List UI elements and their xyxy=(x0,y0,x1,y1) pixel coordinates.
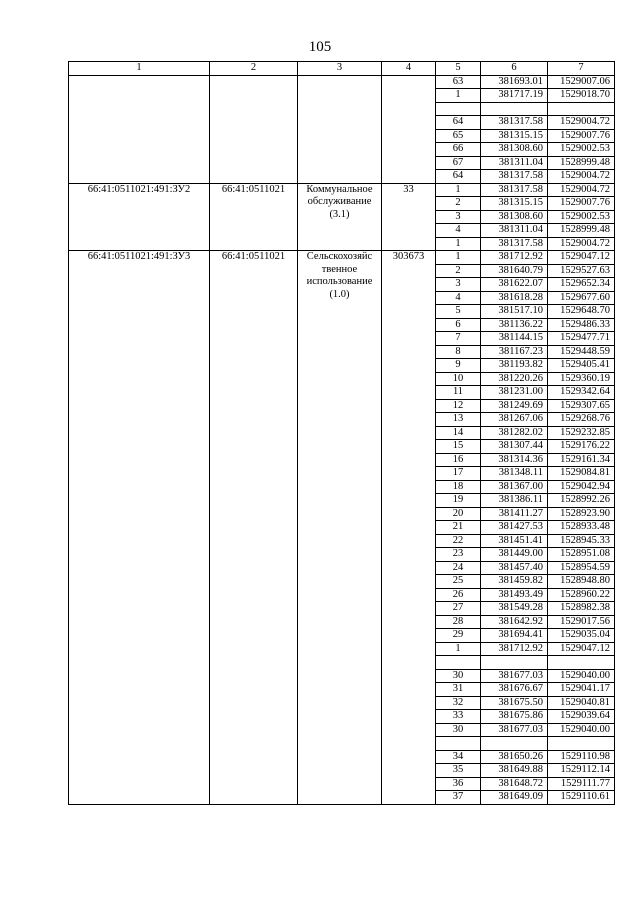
x-coordinate-cell: 381314.36 xyxy=(481,453,548,467)
y-coordinate-cell: 1529004.72 xyxy=(548,237,615,251)
y-coordinate-cell: 1529161.34 xyxy=(548,453,615,467)
x-coordinate-cell: 381317.58 xyxy=(481,183,548,197)
point-number-cell xyxy=(436,656,481,670)
point-number-cell: 6 xyxy=(436,318,481,332)
y-coordinate-cell: 1529002.53 xyxy=(548,143,615,157)
header-cell-1: 1 xyxy=(69,62,210,76)
point-number-cell: 11 xyxy=(436,386,481,400)
y-coordinate-cell: 1529111.77 xyxy=(548,777,615,791)
point-number-cell: 1 xyxy=(436,89,481,103)
x-coordinate-cell: 381282.02 xyxy=(481,426,548,440)
y-coordinate-cell: 1529004.72 xyxy=(548,183,615,197)
point-number-cell: 20 xyxy=(436,507,481,521)
x-coordinate-cell: 381676.67 xyxy=(481,683,548,697)
y-coordinate-cell: 1529002.53 xyxy=(548,210,615,224)
point-number-cell: 2 xyxy=(436,264,481,278)
permitted-use-cell: Коммунальное обслуживание (3.1) xyxy=(298,183,382,251)
y-coordinate-cell: 1528951.08 xyxy=(548,548,615,562)
y-coordinate-cell xyxy=(548,102,615,116)
x-coordinate-cell: 381136.22 xyxy=(481,318,548,332)
y-coordinate-cell: 1528960.22 xyxy=(548,588,615,602)
x-coordinate-cell: 381675.86 xyxy=(481,710,548,724)
header-row xyxy=(69,62,615,76)
x-coordinate-cell: 381267.06 xyxy=(481,413,548,427)
y-coordinate-cell: 1529527.63 xyxy=(548,264,615,278)
x-coordinate-cell: 381317.58 xyxy=(481,116,548,130)
table-row xyxy=(69,75,615,89)
y-coordinate-cell: 1529004.72 xyxy=(548,116,615,130)
y-coordinate-cell: 1529477.71 xyxy=(548,332,615,346)
x-coordinate-cell: 381649.09 xyxy=(481,791,548,805)
permitted-use-cell xyxy=(298,75,382,183)
y-coordinate-cell: 1529035.04 xyxy=(548,629,615,643)
y-coordinate-cell: 1529648.70 xyxy=(548,305,615,319)
coordinates-table xyxy=(68,61,615,805)
y-coordinate-cell: 1529342.64 xyxy=(548,386,615,400)
point-number-cell: 13 xyxy=(436,413,481,427)
cadastral-block-cell: 66:41:0511021 xyxy=(210,251,298,805)
point-number-cell: 64 xyxy=(436,170,481,184)
x-coordinate-cell: 381315.15 xyxy=(481,197,548,211)
area-cell: 303673 xyxy=(382,251,436,805)
x-coordinate-cell: 381220.26 xyxy=(481,372,548,386)
y-coordinate-cell: 1529084.81 xyxy=(548,467,615,481)
point-number-cell: 1 xyxy=(436,183,481,197)
point-number-cell: 21 xyxy=(436,521,481,535)
x-coordinate-cell: 381717.19 xyxy=(481,89,548,103)
x-coordinate-cell: 381459.82 xyxy=(481,575,548,589)
x-coordinate-cell: 381712.92 xyxy=(481,251,548,265)
point-number-cell: 18 xyxy=(436,480,481,494)
point-number-cell: 3 xyxy=(436,278,481,292)
point-number-cell: 8 xyxy=(436,345,481,359)
x-coordinate-cell: 381642.92 xyxy=(481,615,548,629)
point-number-cell: 1 xyxy=(436,642,481,656)
y-coordinate-cell: 1529360.19 xyxy=(548,372,615,386)
x-coordinate-cell: 381167.23 xyxy=(481,345,548,359)
x-coordinate-cell: 381457.40 xyxy=(481,561,548,575)
x-coordinate-cell: 381427.53 xyxy=(481,521,548,535)
point-number-cell: 9 xyxy=(436,359,481,373)
y-coordinate-cell xyxy=(548,737,615,751)
y-coordinate-cell: 1529041.17 xyxy=(548,683,615,697)
x-coordinate-cell: 381694.41 xyxy=(481,629,548,643)
cadastral-block-cell: 66:41:0511021 xyxy=(210,183,298,251)
x-coordinate-cell: 381549.28 xyxy=(481,602,548,616)
y-coordinate-cell: 1529448.59 xyxy=(548,345,615,359)
permitted-use-cell: Сельскохозяйс твенное использование (1.0) xyxy=(298,251,382,805)
x-coordinate-cell: 381622.07 xyxy=(481,278,548,292)
cadastral-block-cell xyxy=(210,75,298,183)
y-coordinate-cell: 1529677.60 xyxy=(548,291,615,305)
y-coordinate-cell: 1529176.22 xyxy=(548,440,615,454)
y-coordinate-cell: 1528999.48 xyxy=(548,156,615,170)
y-coordinate-cell: 1529040.00 xyxy=(548,723,615,737)
x-coordinate-cell: 381315.15 xyxy=(481,129,548,143)
x-coordinate-cell: 381677.03 xyxy=(481,723,548,737)
y-coordinate-cell: 1529110.98 xyxy=(548,750,615,764)
y-coordinate-cell: 1529232.85 xyxy=(548,426,615,440)
x-coordinate-cell: 381386.11 xyxy=(481,494,548,508)
x-coordinate-cell: 381144.15 xyxy=(481,332,548,346)
x-coordinate-cell: 381308.60 xyxy=(481,143,548,157)
point-number-cell: 63 xyxy=(436,75,481,89)
y-coordinate-cell xyxy=(548,656,615,670)
y-coordinate-cell: 1528999.48 xyxy=(548,224,615,238)
point-number-cell: 17 xyxy=(436,467,481,481)
point-number-cell: 5 xyxy=(436,305,481,319)
x-coordinate-cell: 381231.00 xyxy=(481,386,548,400)
point-number-cell: 4 xyxy=(436,224,481,238)
y-coordinate-cell: 1529486.33 xyxy=(548,318,615,332)
x-coordinate-cell: 381693.01 xyxy=(481,75,548,89)
point-number-cell xyxy=(436,102,481,116)
y-coordinate-cell: 1529018.70 xyxy=(548,89,615,103)
y-coordinate-cell: 1529652.34 xyxy=(548,278,615,292)
point-number-cell: 26 xyxy=(436,588,481,602)
point-number-cell: 28 xyxy=(436,615,481,629)
point-number-cell: 65 xyxy=(436,129,481,143)
point-number-cell: 19 xyxy=(436,494,481,508)
x-coordinate-cell: 381675.50 xyxy=(481,696,548,710)
x-coordinate-cell: 381249.69 xyxy=(481,399,548,413)
table-body xyxy=(69,62,615,805)
y-coordinate-cell: 1529268.76 xyxy=(548,413,615,427)
y-coordinate-cell: 1529007.76 xyxy=(548,197,615,211)
x-coordinate-cell: 381411.27 xyxy=(481,507,548,521)
x-coordinate-cell xyxy=(481,656,548,670)
point-number-cell: 66 xyxy=(436,143,481,157)
header-cell-4: 4 xyxy=(382,62,436,76)
header-cell-5: 5 xyxy=(436,62,481,76)
point-number-cell: 15 xyxy=(436,440,481,454)
point-number-cell: 27 xyxy=(436,602,481,616)
y-coordinate-cell: 1529004.72 xyxy=(548,170,615,184)
x-coordinate-cell: 381193.82 xyxy=(481,359,548,373)
x-coordinate-cell: 381517.10 xyxy=(481,305,548,319)
point-number-cell: 12 xyxy=(436,399,481,413)
point-number-cell: 25 xyxy=(436,575,481,589)
y-coordinate-cell: 1529110.61 xyxy=(548,791,615,805)
x-coordinate-cell: 381677.03 xyxy=(481,669,548,683)
point-number-cell: 32 xyxy=(436,696,481,710)
x-coordinate-cell: 381451.41 xyxy=(481,534,548,548)
point-number-cell: 7 xyxy=(436,332,481,346)
y-coordinate-cell: 1528945.33 xyxy=(548,534,615,548)
y-coordinate-cell: 1529112.14 xyxy=(548,764,615,778)
point-number-cell: 22 xyxy=(436,534,481,548)
x-coordinate-cell: 381311.04 xyxy=(481,156,548,170)
point-number-cell: 10 xyxy=(436,372,481,386)
point-number-cell: 23 xyxy=(436,548,481,562)
point-number-cell: 30 xyxy=(436,669,481,683)
table-row xyxy=(69,251,615,265)
point-number-cell: 29 xyxy=(436,629,481,643)
page-number: 105 xyxy=(308,39,332,55)
y-coordinate-cell: 1528923.90 xyxy=(548,507,615,521)
y-coordinate-cell: 1529047.12 xyxy=(548,642,615,656)
y-coordinate-cell: 1528948.80 xyxy=(548,575,615,589)
point-number-cell xyxy=(436,737,481,751)
point-number-cell: 64 xyxy=(436,116,481,130)
point-number-cell: 3 xyxy=(436,210,481,224)
point-number-cell: 35 xyxy=(436,764,481,778)
y-coordinate-cell: 1528992.26 xyxy=(548,494,615,508)
y-coordinate-cell: 1529405.41 xyxy=(548,359,615,373)
header-cell-7: 7 xyxy=(548,62,615,76)
point-number-cell: 1 xyxy=(436,251,481,265)
x-coordinate-cell: 381712.92 xyxy=(481,642,548,656)
x-coordinate-cell: 381618.28 xyxy=(481,291,548,305)
x-coordinate-cell: 381307.44 xyxy=(481,440,548,454)
y-coordinate-cell: 1529039.64 xyxy=(548,710,615,724)
y-coordinate-cell: 1528933.48 xyxy=(548,521,615,535)
y-coordinate-cell: 1529007.76 xyxy=(548,129,615,143)
point-number-cell: 36 xyxy=(436,777,481,791)
point-number-cell: 34 xyxy=(436,750,481,764)
point-number-cell: 14 xyxy=(436,426,481,440)
y-coordinate-cell: 1528954.59 xyxy=(548,561,615,575)
x-coordinate-cell: 381367.00 xyxy=(481,480,548,494)
y-coordinate-cell: 1529040.00 xyxy=(548,669,615,683)
x-coordinate-cell: 381640.79 xyxy=(481,264,548,278)
y-coordinate-cell: 1528982.38 xyxy=(548,602,615,616)
x-coordinate-cell: 381348.11 xyxy=(481,467,548,481)
table-row xyxy=(69,183,615,197)
x-coordinate-cell: 381493.49 xyxy=(481,588,548,602)
area-cell xyxy=(382,75,436,183)
cadastral-number-cell: 66:41:0511021:491:ЗУ3 xyxy=(69,251,210,805)
header-cell-2: 2 xyxy=(210,62,298,76)
y-coordinate-cell: 1529017.56 xyxy=(548,615,615,629)
x-coordinate-cell xyxy=(481,102,548,116)
x-coordinate-cell: 381449.00 xyxy=(481,548,548,562)
point-number-cell: 33 xyxy=(436,710,481,724)
x-coordinate-cell: 381648.72 xyxy=(481,777,548,791)
point-number-cell: 4 xyxy=(436,291,481,305)
point-number-cell: 24 xyxy=(436,561,481,575)
point-number-cell: 2 xyxy=(436,197,481,211)
cadastral-number-cell: 66:41:0511021:491:ЗУ2 xyxy=(69,183,210,251)
x-coordinate-cell: 381650.26 xyxy=(481,750,548,764)
x-coordinate-cell: 381311.04 xyxy=(481,224,548,238)
x-coordinate-cell: 381317.58 xyxy=(481,237,548,251)
point-number-cell: 16 xyxy=(436,453,481,467)
point-number-cell: 30 xyxy=(436,723,481,737)
header-cell-3: 3 xyxy=(298,62,382,76)
point-number-cell: 1 xyxy=(436,237,481,251)
x-coordinate-cell: 381308.60 xyxy=(481,210,548,224)
x-coordinate-cell xyxy=(481,737,548,751)
header-cell-6: 6 xyxy=(481,62,548,76)
cadastral-number-cell xyxy=(69,75,210,183)
y-coordinate-cell: 1529040.81 xyxy=(548,696,615,710)
y-coordinate-cell: 1529042.94 xyxy=(548,480,615,494)
point-number-cell: 31 xyxy=(436,683,481,697)
y-coordinate-cell: 1529307.65 xyxy=(548,399,615,413)
y-coordinate-cell: 1529047.12 xyxy=(548,251,615,265)
point-number-cell: 67 xyxy=(436,156,481,170)
y-coordinate-cell: 1529007.06 xyxy=(548,75,615,89)
x-coordinate-cell: 381649.88 xyxy=(481,764,548,778)
point-number-cell: 37 xyxy=(436,791,481,805)
area-cell: 33 xyxy=(382,183,436,251)
x-coordinate-cell: 381317.58 xyxy=(481,170,548,184)
